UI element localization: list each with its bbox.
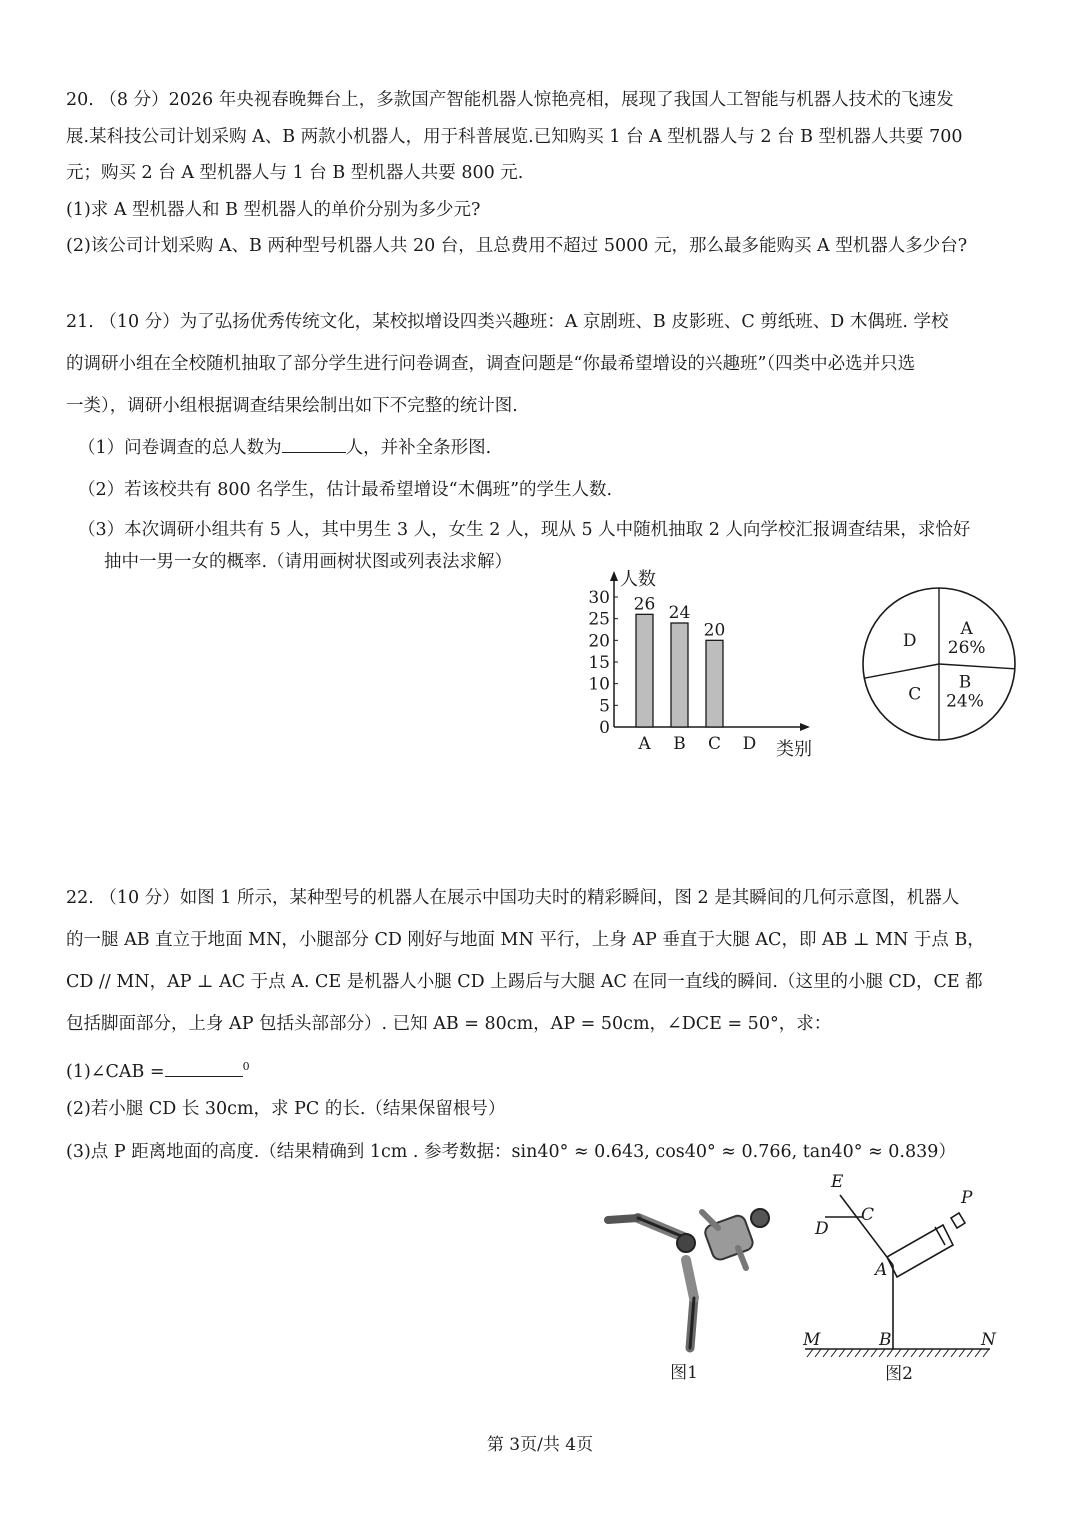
x-axis-arrow <box>800 723 810 731</box>
pie-slice-percent-a: 26% <box>947 637 986 658</box>
q22-part-2: (2)若小腿 CD 长 30cm，求 PC 的长.（结果保留根号） <box>66 1099 506 1119</box>
answer-blank <box>282 436 346 453</box>
figure-1-caption: 图1 <box>670 1363 698 1383</box>
head-square <box>951 1213 965 1228</box>
x-tick-label: B <box>673 734 686 754</box>
x-tick-label: D <box>742 734 757 754</box>
q21-part-1 <box>78 436 491 460</box>
bar-value-label: 26 <box>633 594 656 615</box>
q20-part-2: (2)该公司计划采购 A、B 两种型号机器人共 20 台，且总费用不超过 5000 元，那么最多能购买 A 型机器人多少台? <box>66 236 968 256</box>
q21-line-3: 一类），调研小组根据调查结果绘制出如下不完整的统计图. <box>66 396 518 416</box>
label-n: N <box>981 1330 996 1350</box>
y-tick-label: 30 <box>588 588 610 608</box>
geometry-figure-2 <box>795 1165 1000 1390</box>
q20-line-3: 元；购买 2 台 A 型机器人与 1 台 B 型机器人共要 800 元. <box>66 163 524 183</box>
label-d: D <box>815 1219 829 1239</box>
pie-slice-label-b: B <box>958 672 972 693</box>
y-axis-label: 人数 <box>620 569 656 590</box>
body-divider <box>935 1227 945 1245</box>
bar-chart <box>580 565 820 765</box>
q21-part-3b: 抽中一男一女的概率.（请用画树状图或列表法求解） <box>104 552 513 572</box>
x-tick-label: A <box>638 734 651 754</box>
y-axis-arrow <box>610 571 618 581</box>
q22-line-4: 包括脚面部分，上身 AP 包括头部部分）. 已知 AB = 80cm，AP = 50cm，∠DCE = 50°，求： <box>66 1014 832 1034</box>
label-a: A <box>875 1260 888 1280</box>
bar-a <box>636 614 653 727</box>
bar-value-label: 24 <box>668 603 691 623</box>
q21-part-2: （2）若该校共有 800 名学生，估计最希望增设“木偶班”的学生人数. <box>78 480 613 500</box>
bar-c <box>706 640 723 727</box>
label-e: E <box>831 1172 844 1192</box>
pie-slice-label-d: D <box>902 630 917 651</box>
q21-part-1-pre: （1）问卷调查的总人数为 <box>78 438 282 458</box>
bar-b <box>671 623 688 727</box>
robot-photo-figure-1 <box>598 1198 778 1388</box>
q21-part-1-post: 人，并补全条形图. <box>345 438 492 458</box>
figure-2-caption: 图2 <box>885 1364 913 1384</box>
label-c: C <box>861 1205 875 1225</box>
label-b: B <box>879 1330 892 1350</box>
pie-slice-label-a: A <box>960 618 973 639</box>
pie-chart <box>855 580 1025 750</box>
q20-line-2: 展.某科技公司计划采购 A、B 两款小机器人，用于科普展览.已知购买 1 台 A 型机器人与 2 台 B 型机器人共要 700 <box>66 127 963 147</box>
robot-image <box>608 1209 769 1348</box>
q22-line-1: 22. （10 分）如图 1 所示，某种型号的机器人在展示中国功夫时的精彩瞬间，图 2 是其瞬间的几何示意图，机器人 <box>66 888 960 908</box>
bar-value-label: 20 <box>703 620 726 641</box>
pie-slice-label-c: C <box>908 684 922 705</box>
y-tick-label: 10 <box>588 674 610 695</box>
y-tick-label: 0 <box>599 718 610 738</box>
q22-line-3: CD // MN，AP ⊥ AC 于点 A. CE 是机器人小腿 CD 上踢后与大腿 AC 在同一直线的瞬间.（这里的小腿 CD，CE 都 <box>66 972 983 992</box>
pie-slice-percent-b: 24% <box>946 691 984 712</box>
y-tick-label: 25 <box>588 609 610 630</box>
q20-part-1: (1)求 A 型机器人和 B 型机器人的单价分别为多少元? <box>66 200 481 220</box>
y-tick-label: 20 <box>588 631 610 652</box>
page-footer: 第 3页/共 4页 <box>486 1435 594 1455</box>
degree-mark: 0 <box>242 1060 250 1073</box>
label-p: P <box>961 1188 973 1208</box>
body-rect-ap <box>887 1225 953 1277</box>
q21-line-2: 的调研小组在全校随机抽取了部分学生进行问卷调查，调查问题是“你最希望增设的兴趣班”（四类中必选并只选 <box>66 354 916 374</box>
q22-part-3: (3)点 P 距离地面的高度.（结果精确到 1cm . 参考数据：sin40° ≈ 0.643, cos40° ≈ 0.766, tan40° ≈ 0.839） <box>66 1142 956 1162</box>
answer-blank <box>165 1060 243 1077</box>
q22-part-1-pre: (1)∠CAB = <box>66 1061 165 1082</box>
q21-part-3a: （3）本次调研小组共有 5 人，其中男生 3 人，女生 2 人，现从 5 人中随机抽取 2 人向学校汇报调查结果，求恰好 <box>78 520 971 540</box>
q22-part-1 <box>66 1055 250 1084</box>
q22-line-2: 的一腿 AB 直立于地面 MN，小腿部分 CD 刚好与地面 MN 平行，上身 AP 垂直于大腿 AC，即 AB ⊥ MN 于点 B， <box>66 930 985 950</box>
label-m: M <box>803 1330 821 1350</box>
q21-line-1: 21. （10 分）为了弘扬优秀传统文化，某校拟增设四类兴趣班：A 京剧班、B 皮影班、C 剪纸班、D 木偶班. 学校 <box>66 312 949 332</box>
y-tick-label: 15 <box>588 653 610 673</box>
y-tick-label: 5 <box>599 696 610 717</box>
x-axis-label: 类别 <box>776 739 812 760</box>
ground-hatch <box>807 1349 989 1357</box>
x-tick-label: C <box>707 734 722 754</box>
q20-line-1: 20. （8 分）2026 年央视春晚舞台上，多款国产智能机器人惊艳亮相，展现了我国人工智能与机器人技术的飞速发 <box>66 90 954 110</box>
